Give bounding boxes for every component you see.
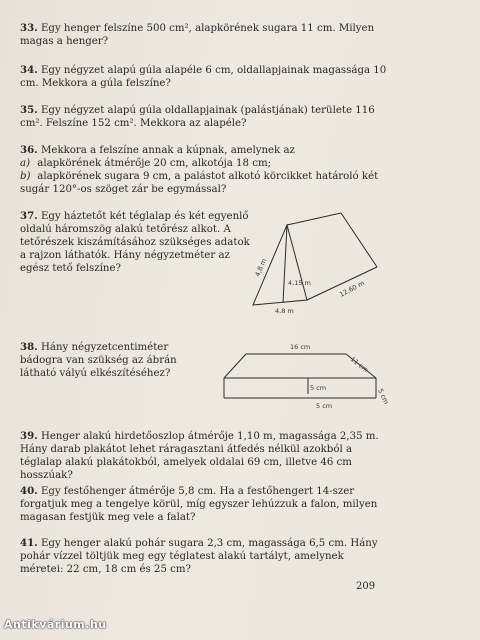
sub-item-a bbox=[20, 157, 390, 170]
problem-text: Egy festőhenger átmérője 5,8 cm. Ha a festőhengert 14-szer forgatjuk meg a tengelye körül, míg egyszer lehúzzuk a falon, milyen magasan festjük meg vele a falat? bbox=[20, 486, 378, 523]
roof-label-base: 4,8 m bbox=[275, 307, 294, 315]
roof-back-slope bbox=[341, 213, 377, 267]
sub-item-text: alapkörének sugara 9 cm, a palástot alkotó körcikket határoló két sugár 120°-os szöget zár be egymással? bbox=[20, 171, 379, 195]
sub-item-text: alapkörének átmérője 20 cm, alkotója 18 cm; bbox=[37, 158, 272, 169]
problem-text: Egy háztetőt két téglalap és két egyenlő oldalú háromszög alakú tetőrész alkot. A tetőrészek kiszámításához szükséges adatok a rajzon láthatók. Hány négyzetméter az egész tető felszíne? bbox=[20, 211, 250, 274]
roof-figure bbox=[245, 205, 385, 315]
trough-figure bbox=[218, 336, 390, 420]
page-number: 209 bbox=[356, 581, 376, 592]
trough-label-bottom: 5 cm bbox=[316, 402, 333, 410]
problem-number: 36. bbox=[20, 144, 38, 156]
trough-label-depth: 11 cm bbox=[348, 355, 370, 375]
trough-top-left-edge bbox=[224, 354, 246, 378]
roof-ridge bbox=[287, 213, 341, 225]
roof-label-length: 12,60 m bbox=[338, 279, 366, 299]
problem-39 bbox=[20, 430, 390, 482]
trough-label-side: 5 cm bbox=[376, 387, 390, 406]
problem-33 bbox=[20, 22, 390, 48]
problem-text: Egy henger alakú pohár sugara 2,3 cm, magassága 6,5 cm. Hány pohár vízzel töltjük meg egy téglatest alakú tartályt, amelynek méretei: 22 cm, 18 cm és 25 cm? bbox=[20, 538, 378, 575]
roof-label-height: 4,15 m bbox=[288, 279, 311, 287]
problem-text: Mekkora a felszíne annak a kúpnak, amelynek az bbox=[40, 145, 295, 156]
problem-34 bbox=[20, 64, 390, 90]
problem-36 bbox=[20, 144, 390, 196]
problem-number: 40. bbox=[20, 485, 38, 497]
problem-37 bbox=[20, 210, 250, 275]
problem-text: Egy négyzet alapú gúla oldallapjainak (palástjának) területe 116 cm². Felszíne 152 cm². Mekkora az alapéle? bbox=[20, 105, 375, 129]
problem-40 bbox=[20, 485, 390, 524]
problem-number: 39. bbox=[20, 430, 38, 442]
problem-number: 35. bbox=[20, 104, 38, 116]
problem-number: 33. bbox=[20, 22, 38, 34]
problem-41 bbox=[20, 537, 390, 576]
sub-item-label: b) bbox=[20, 171, 31, 182]
sub-item-b bbox=[20, 170, 390, 196]
problem-text: Henger alakú hirdetőoszlop átmérője 1,10 m, magassága 2,35 m. Hány darab plakátot lehet ráragasztani átfedés nélkül azokból a téglalap alakú plakátokból, amelyek oldalai 69 cm, illetve 46 cm hosszúak? bbox=[20, 431, 379, 481]
problem-number: 38. bbox=[20, 341, 38, 353]
roof-height-line bbox=[283, 225, 287, 303]
roof-label-side: 4,8 m bbox=[253, 257, 269, 278]
trough-label-height: 5 cm bbox=[310, 384, 327, 392]
watermark-logo: Antikvárium.hu bbox=[4, 618, 107, 631]
problem-number: 34. bbox=[20, 64, 38, 76]
problem-text: Egy négyzet alapú gúla alapéle 6 cm, oldallapjainak magassága 10 cm. Mekkora a gúla felszíne? bbox=[20, 65, 387, 89]
problem-text: Egy henger felszíne 500 cm², alapkörének sugara 11 cm. Milyen magas a henger? bbox=[20, 23, 375, 47]
problem-38 bbox=[20, 341, 200, 380]
problem-text: Hány négyzetcentiméter bádogra van szükség az ábrán látható vályú elkészítéséhez? bbox=[20, 342, 177, 379]
sub-item-label: a) bbox=[20, 158, 31, 169]
problem-35 bbox=[20, 104, 390, 130]
trough-label-length: 16 cm bbox=[290, 343, 311, 351]
problem-number: 41. bbox=[20, 537, 38, 549]
problem-number: 37. bbox=[20, 210, 38, 222]
